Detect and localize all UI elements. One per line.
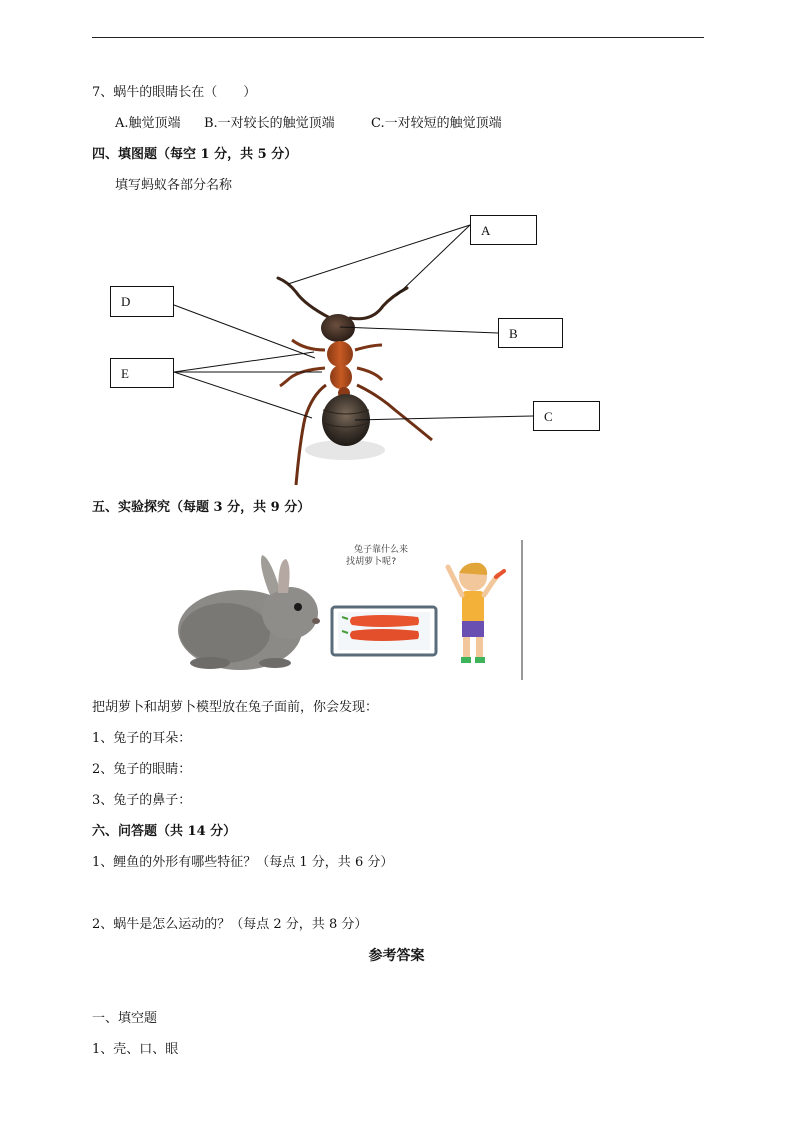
section6-q1: 1、鲤鱼的外形有哪些特征？（每点 1 分，共 6 分） <box>92 855 394 870</box>
q7-option-b: B.一对较长的触觉顶端 <box>204 116 335 131</box>
rabbit-carrot-illustration <box>170 535 530 683</box>
section6-q2: 2、蜗牛是怎么运动的？（每点 2 分，共 8 分） <box>92 917 368 932</box>
rabbit-figure <box>178 555 320 670</box>
label-box-c: C <box>533 401 600 431</box>
label-box-a: A <box>470 215 537 245</box>
section5-heading: 五、实验探究（每题 3 分，共 9 分） <box>92 500 311 515</box>
answers-part1-heading: 一、填空题 <box>92 1011 158 1026</box>
ant-figure <box>278 278 432 485</box>
section5-prompt: 把胡萝卜和胡萝卜模型放在兔子面前，你会发现： <box>92 700 379 715</box>
section5-item-eyes: 2、兔子的眼睛： <box>92 762 192 777</box>
label-box-d: D <box>110 286 174 317</box>
section5-item-ears: 1、兔子的耳朵： <box>92 731 192 746</box>
answers-a1: 1、壳、口、眼 <box>92 1042 179 1057</box>
ant-diagram <box>0 0 793 500</box>
section4-instruction: 填写蚂蚁各部分名称 <box>115 178 233 193</box>
label-box-e: E <box>110 358 174 388</box>
q7-option-a: A.触觉顶端 <box>115 116 181 131</box>
q7-option-c: C.一对较短的触觉顶端 <box>371 116 502 131</box>
answers-title: 参考答案 <box>368 948 425 964</box>
label-box-b: B <box>498 318 563 348</box>
bubble-text-line1: 兔子靠什么来 <box>354 545 409 555</box>
carrot-tray <box>332 607 436 655</box>
child-figure <box>448 563 504 663</box>
q7-question: 7、蜗牛的眼睛长在（ ） <box>92 85 257 100</box>
section5-item-nose: 3、兔子的鼻子： <box>92 793 192 808</box>
section4-heading: 四、填图题（每空 1 分，共 5 分） <box>92 147 298 162</box>
section6-heading: 六、问答题（共 14 分） <box>92 824 237 839</box>
bubble-text-line2: 找胡萝卜呢? <box>346 557 397 567</box>
